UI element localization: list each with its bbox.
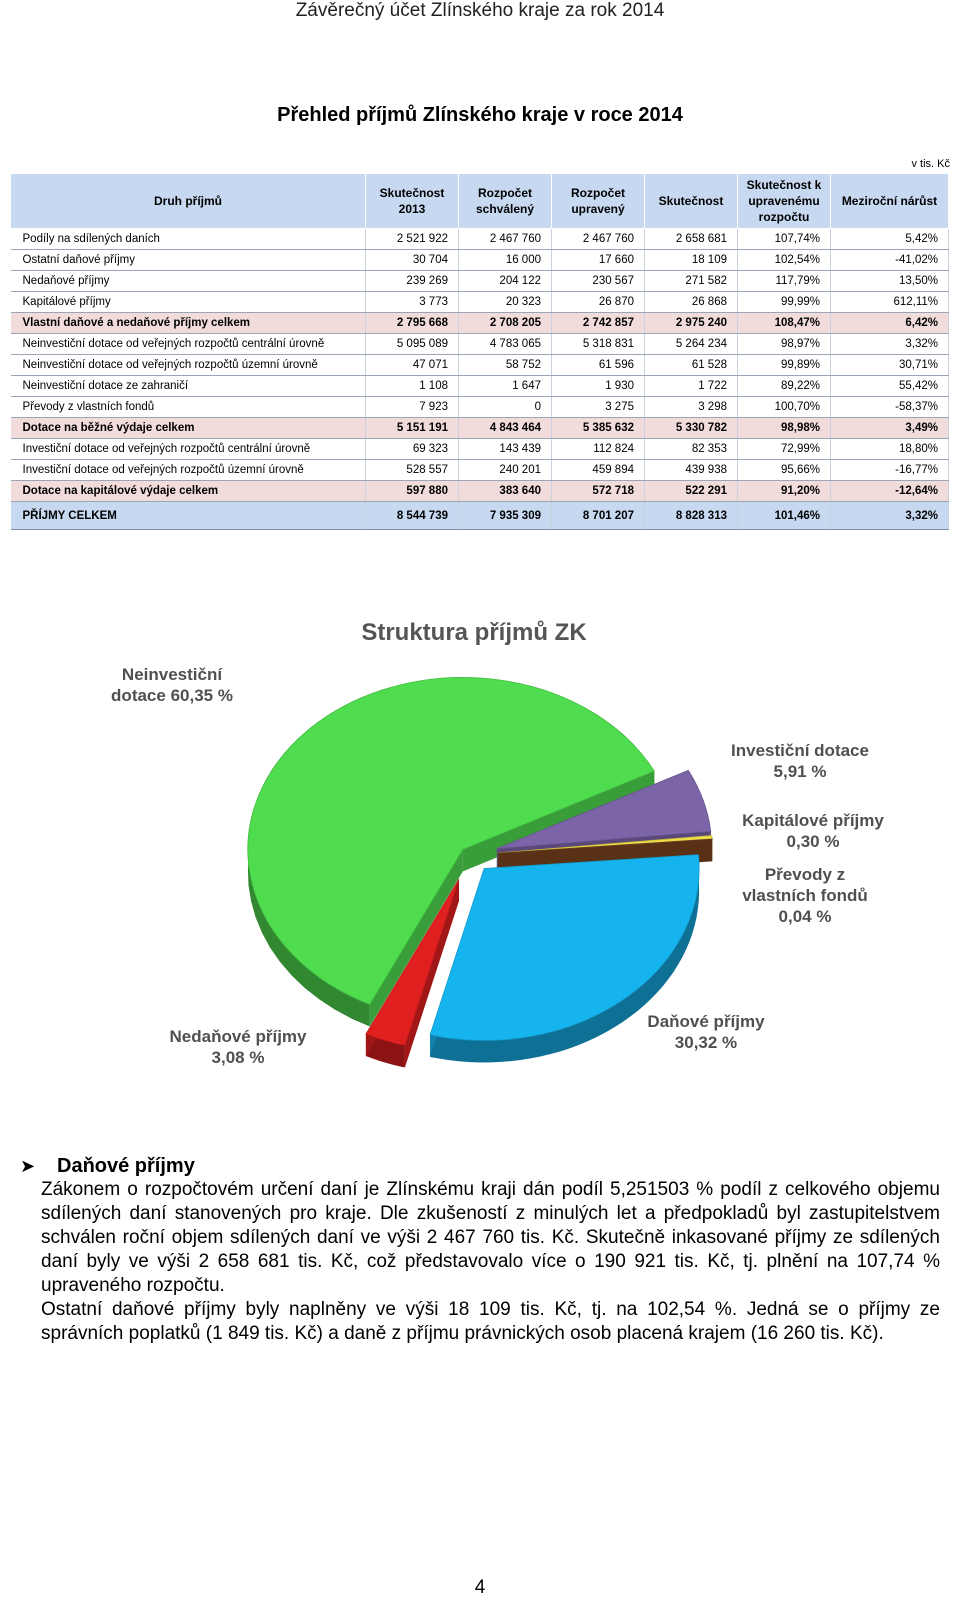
table-cell: 3 298 bbox=[645, 397, 738, 418]
table-cell: 95,66% bbox=[738, 460, 831, 481]
table-row bbox=[11, 397, 949, 418]
pie-slice-label-line: Kapitálové příjmy bbox=[742, 811, 884, 830]
column-header: Rozpočet upravený bbox=[552, 174, 645, 229]
table-cell: 2 521 922 bbox=[366, 229, 459, 250]
row-label: Ostatní daňové příjmy bbox=[11, 250, 366, 271]
table-row bbox=[11, 229, 949, 250]
table-cell: 1 647 bbox=[459, 376, 552, 397]
table-cell: 0 bbox=[459, 397, 552, 418]
column-header: Skutečnost k upravenému rozpočtu bbox=[738, 174, 831, 229]
pie-slice-label-line: 30,32 % bbox=[674, 1033, 738, 1052]
section-paragraph: Zákonem o rozpočtovém určení daní je Zlínskému kraji dán podíl 5,251503 % podíl z celkového objemu sdílených daní stanovených pro kraje. Dle zkušeností z minulých let a předpokladů byl zastupitelstvem schválen roční objem sdílených daní ve výši 2 467 760 tis. Kč. Skutečně inkasované příjmy ze sdílených daní byly ve výši 2 658 681 tis. Kč, což představovalo více o 190 921 tis. Kč, tj. plnění na 107,74 % upraveného rozpočtu. bbox=[41, 1179, 940, 1296]
table-cell: -12,64% bbox=[831, 481, 949, 502]
table-row bbox=[11, 376, 949, 397]
revenue-table bbox=[10, 173, 949, 530]
table-cell: 61 528 bbox=[645, 355, 738, 376]
pie-slice-label bbox=[111, 665, 233, 705]
table-cell: 47 071 bbox=[366, 355, 459, 376]
table-cell: 2 467 760 bbox=[459, 229, 552, 250]
table-cell: 99,89% bbox=[738, 355, 831, 376]
row-label: PŘÍJMY CELKEM bbox=[11, 502, 366, 530]
section-heading: Daňové příjmy bbox=[57, 1155, 195, 1177]
table-cell: 8 828 313 bbox=[645, 502, 738, 530]
table-cell: 3,49% bbox=[831, 418, 949, 439]
table-row bbox=[11, 313, 949, 334]
table-cell: 143 439 bbox=[459, 439, 552, 460]
table-cell: 18 109 bbox=[645, 250, 738, 271]
table-cell: 6,42% bbox=[831, 313, 949, 334]
table-cell: 4 783 065 bbox=[459, 334, 552, 355]
table-row bbox=[11, 502, 949, 530]
row-label: Neinvestiční dotace ze zahraničí bbox=[11, 376, 366, 397]
table-cell: 17 660 bbox=[552, 250, 645, 271]
pie-slice-label bbox=[742, 811, 884, 851]
table-cell: 2 467 760 bbox=[552, 229, 645, 250]
pie-slice-label-line: vlastních fondů bbox=[742, 886, 868, 905]
table-row bbox=[11, 292, 949, 313]
table-row bbox=[11, 355, 949, 376]
revenue-structure-pie-chart bbox=[10, 600, 948, 1100]
row-label: Neinvestiční dotace od veřejných rozpočtů centrální úrovně bbox=[11, 334, 366, 355]
pie-slice-label bbox=[731, 741, 869, 781]
table-cell: -16,77% bbox=[831, 460, 949, 481]
table-cell: 16 000 bbox=[459, 250, 552, 271]
pie-slice-label-line: Nedaňové příjmy bbox=[169, 1027, 307, 1046]
pie-slice-label-line: 0,04 % bbox=[778, 907, 832, 926]
table-cell: 99,99% bbox=[738, 292, 831, 313]
table-cell: 3,32% bbox=[831, 334, 949, 355]
column-header: Rozpočet schválený bbox=[459, 174, 552, 229]
table-cell: -41,02% bbox=[831, 250, 949, 271]
table-cell: 5 095 089 bbox=[366, 334, 459, 355]
row-label: Kapitálové příjmy bbox=[11, 292, 366, 313]
pie-slice-label bbox=[742, 865, 868, 926]
table-cell: 612,11% bbox=[831, 292, 949, 313]
table-cell: 240 201 bbox=[459, 460, 552, 481]
table-row bbox=[11, 418, 949, 439]
table-cell: 112 824 bbox=[552, 439, 645, 460]
unit-note: v tis. Kč bbox=[911, 158, 950, 170]
table-cell: 107,74% bbox=[738, 229, 831, 250]
table-cell: 459 894 bbox=[552, 460, 645, 481]
table-cell: 82 353 bbox=[645, 439, 738, 460]
table-cell: 528 557 bbox=[366, 460, 459, 481]
table-row bbox=[11, 334, 949, 355]
table-cell: 2 742 857 bbox=[552, 313, 645, 334]
table-cell: 30,71% bbox=[831, 355, 949, 376]
row-label: Investiční dotace od veřejných rozpočtů centrální úrovně bbox=[11, 439, 366, 460]
table-cell: 3 275 bbox=[552, 397, 645, 418]
table-row bbox=[11, 460, 949, 481]
table-cell: 98,97% bbox=[738, 334, 831, 355]
table-cell: 1 930 bbox=[552, 376, 645, 397]
table-cell: 61 596 bbox=[552, 355, 645, 376]
table-cell: 69 323 bbox=[366, 439, 459, 460]
tax-revenue-section bbox=[20, 1155, 940, 1346]
chart-title: Struktura příjmů ZK bbox=[361, 619, 587, 646]
table-cell: 597 880 bbox=[366, 481, 459, 502]
table-cell: 4 843 464 bbox=[459, 418, 552, 439]
column-header: Skutečnost bbox=[645, 174, 738, 229]
column-header: Skutečnost 2013 bbox=[366, 174, 459, 229]
row-label: Dotace na kapitálové výdaje celkem bbox=[11, 481, 366, 502]
table-cell: 89,22% bbox=[738, 376, 831, 397]
pie-slice-label bbox=[170, 1027, 308, 1067]
row-label: Převody z vlastních fondů bbox=[11, 397, 366, 418]
table-cell: 5 264 234 bbox=[645, 334, 738, 355]
pie-slice-label-line: dotace 60,35 % bbox=[111, 686, 233, 705]
arrow-bullet-icon: ➤ bbox=[20, 1156, 36, 1176]
table-cell: 239 269 bbox=[366, 271, 459, 292]
table-cell: 271 582 bbox=[645, 271, 738, 292]
document-title: Přehled příjmů Zlínského kraje v roce 2014 bbox=[277, 104, 683, 126]
table-row bbox=[11, 481, 949, 502]
table-cell: 2 658 681 bbox=[645, 229, 738, 250]
table-cell: 383 640 bbox=[459, 481, 552, 502]
table-cell: 3 773 bbox=[366, 292, 459, 313]
row-label: Nedaňové příjmy bbox=[11, 271, 366, 292]
pie-slice-label-line: 0,30 % bbox=[786, 832, 840, 851]
table-cell: 26 868 bbox=[645, 292, 738, 313]
pie-slice-label-line: Neinvestiční bbox=[121, 665, 223, 684]
table-cell: 30 704 bbox=[366, 250, 459, 271]
column-header: Meziroční nárůst bbox=[831, 174, 949, 229]
table-cell: 204 122 bbox=[459, 271, 552, 292]
table-cell: 3,32% bbox=[831, 502, 949, 530]
table-row bbox=[11, 250, 949, 271]
table-cell: 572 718 bbox=[552, 481, 645, 502]
table-cell: 5 385 632 bbox=[552, 418, 645, 439]
row-label: Dotace na běžné výdaje celkem bbox=[11, 418, 366, 439]
column-header: Druh příjmů bbox=[11, 174, 366, 229]
pie-slice-label-line: Převody z bbox=[764, 865, 846, 884]
table-cell: -58,37% bbox=[831, 397, 949, 418]
table-cell: 7 935 309 bbox=[459, 502, 552, 530]
table-cell: 117,79% bbox=[738, 271, 831, 292]
row-label: Vlastní daňové a nedaňové příjmy celkem bbox=[11, 313, 366, 334]
running-header: Závěrečný účet Zlínského kraje za rok 2014 bbox=[295, 0, 665, 21]
section-paragraph: Ostatní daňové příjmy byly naplněny ve výši 18 109 tis. Kč, tj. na 102,54 %. Jedná se o příjmy ze správních poplatků (1 849 tis. Kč) a daně z příjmu právnických osob placená krajem (16 260 tis. Kč). bbox=[41, 1299, 940, 1344]
pie-slice-label-line: Daňové příjmy bbox=[647, 1012, 765, 1031]
pie-slice-label-line: Investiční dotace bbox=[731, 741, 869, 760]
table-cell: 2 975 240 bbox=[645, 313, 738, 334]
table-row bbox=[11, 439, 949, 460]
table-cell: 108,47% bbox=[738, 313, 831, 334]
row-label: Neinvestiční dotace od veřejných rozpočtů územní úrovně bbox=[11, 355, 366, 376]
table-cell: 100,70% bbox=[738, 397, 831, 418]
row-label: Podíly na sdílených daních bbox=[11, 229, 366, 250]
table-cell: 8 701 207 bbox=[552, 502, 645, 530]
table-body bbox=[11, 229, 949, 530]
table-cell: 102,54% bbox=[738, 250, 831, 271]
table-cell: 1 722 bbox=[645, 376, 738, 397]
table-cell: 13,50% bbox=[831, 271, 949, 292]
table-header-row bbox=[11, 174, 949, 229]
table-row bbox=[11, 271, 949, 292]
table-cell: 2 795 668 bbox=[366, 313, 459, 334]
table-cell: 5,42% bbox=[831, 229, 949, 250]
table-cell: 58 752 bbox=[459, 355, 552, 376]
table-cell: 20 323 bbox=[459, 292, 552, 313]
table-cell: 26 870 bbox=[552, 292, 645, 313]
page-number: 4 bbox=[474, 1577, 486, 1598]
table-cell: 91,20% bbox=[738, 481, 831, 502]
table-cell: 230 567 bbox=[552, 271, 645, 292]
table-cell: 1 108 bbox=[366, 376, 459, 397]
table-cell: 5 151 191 bbox=[366, 418, 459, 439]
table-cell: 72,99% bbox=[738, 439, 831, 460]
table-cell: 98,98% bbox=[738, 418, 831, 439]
table-cell: 8 544 739 bbox=[366, 502, 459, 530]
table-cell: 5 318 831 bbox=[552, 334, 645, 355]
pie-slice-label bbox=[647, 1012, 765, 1052]
table-cell: 7 923 bbox=[366, 397, 459, 418]
table-cell: 18,80% bbox=[831, 439, 949, 460]
table-cell: 55,42% bbox=[831, 376, 949, 397]
table-cell: 101,46% bbox=[738, 502, 831, 530]
table-cell: 522 291 bbox=[645, 481, 738, 502]
row-label: Investiční dotace od veřejných rozpočtů územní úrovně bbox=[11, 460, 366, 481]
table-cell: 439 938 bbox=[645, 460, 738, 481]
table-cell: 5 330 782 bbox=[645, 418, 738, 439]
pie-slice-label-line: 3,08 % bbox=[211, 1048, 265, 1067]
pie-slice-label-line: 5,91 % bbox=[773, 762, 827, 781]
table-cell: 2 708 205 bbox=[459, 313, 552, 334]
